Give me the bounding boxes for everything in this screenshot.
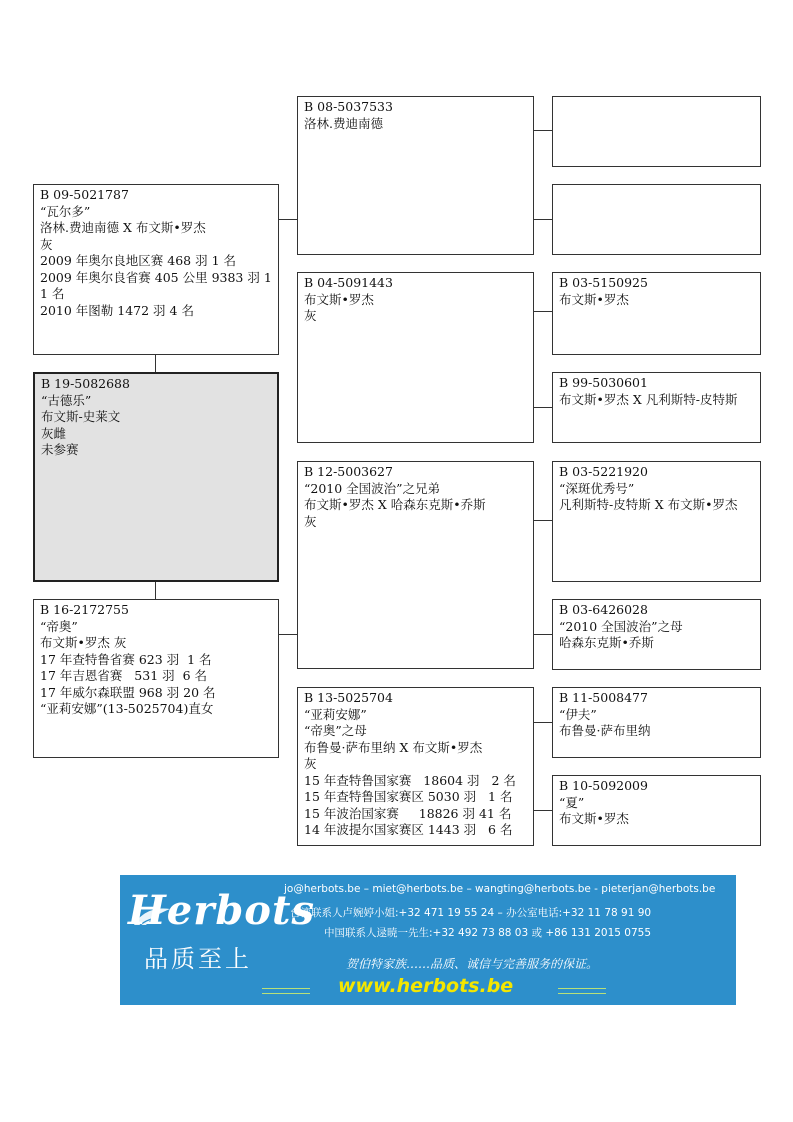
pedigree-line: 洛林.费迪南德: [304, 115, 383, 131]
subject-note: 未参赛: [41, 442, 79, 457]
subject-color: 灰雌: [41, 425, 67, 441]
connector-subject-sire: [155, 355, 156, 372]
pedigree-line: “帝奥”: [40, 618, 78, 634]
connector-gen4-6: [534, 634, 552, 635]
contact-china: 中国联系人逯暁一先生:+32 492 73 88 03 或 +86 131 2015 0755: [324, 927, 652, 939]
pedigree-line: 15 年波治国家赛 18826 羽 41 名: [304, 805, 512, 821]
pedigree-line: “深斑优秀号”: [559, 480, 635, 496]
pedigree-line: 灰: [304, 308, 317, 323]
pedigree-line: 布文斯•罗杰: [559, 811, 629, 826]
subject-pairing: 布文斯-史莱文: [41, 409, 121, 424]
dam-sire-box: [297, 461, 534, 669]
pedigree-line: 布文斯•罗杰 灰: [40, 635, 127, 650]
contact-emails[interactable]: jo@herbots.be – miet@herbots.be – wangting@herbots.be - pieterjan@herbots.be: [284, 883, 716, 895]
pedigree-line: 布鲁曼·萨布里纳: [559, 723, 651, 738]
connector-gen4-4: [534, 407, 552, 408]
pedigree-line: 布文斯•罗杰 X 哈森东克斯•乔斯: [304, 497, 486, 512]
pedigree-line: 灰: [304, 756, 317, 771]
ring-number: B 16-2172755: [40, 602, 129, 617]
pedigree-line: 17 年吉恩省赛 531 羽 6 名: [40, 668, 208, 683]
pedigree-line: 2010 年图勒 1472 羽 4 名: [40, 302, 194, 318]
pedigree-line: 15 年查特鲁国家赛 18604 羽 2 名: [304, 772, 516, 788]
ggp-box-4: [552, 372, 761, 443]
connector-gen4-3: [534, 311, 552, 312]
herbots-banner: [120, 875, 736, 1005]
ring-number: B 11-5008477: [559, 690, 648, 705]
ggp-box-7: [552, 687, 761, 758]
ggp-box-2: [552, 184, 761, 255]
website-link[interactable]: www.herbots.be: [338, 975, 514, 997]
pedigree-line: “亚莉安娜”(13-5025704)直女: [40, 701, 214, 716]
pedigree-line: “2010 全国波治”之母: [559, 618, 683, 634]
pedigree-line: 灰: [40, 236, 53, 252]
pedigree-line: 14 年波提尔国家赛区 1443 羽 6 名: [304, 822, 513, 837]
subject-ring: B 19-5082688: [41, 376, 130, 391]
sire-sire-box: [297, 96, 534, 255]
banner-slogan: 贺伯特家族……品质、诚信与完善服务的保证。: [346, 957, 599, 971]
dam-box: [33, 599, 279, 758]
pedigree-line: “亚莉安娜”: [304, 706, 367, 722]
connector-gen4-2: [534, 219, 552, 220]
ring-number: B 10-5092009: [559, 778, 648, 793]
pedigree-line: “伊夫”: [559, 706, 597, 722]
pedigree-line: 布文斯•罗杰 X 凡利斯特-皮特斯: [559, 391, 738, 407]
ring-number: B 03-5150925: [559, 275, 648, 290]
pedigree-line: 2009 年奥尔良地区赛 468 羽 1 名: [40, 253, 236, 268]
connector-gen4-7: [534, 722, 552, 723]
pedigree-line: 凡利斯特-皮特斯 X 布文斯•罗杰: [559, 497, 738, 512]
connector-gen4-8: [534, 810, 552, 811]
ring-number: B 12-5003627: [304, 464, 393, 479]
ggp-box-6: [552, 599, 761, 670]
dam-dam-box: [297, 687, 534, 846]
ring-number: B 99-5030601: [559, 375, 648, 390]
pedigree-line: 灰: [304, 513, 317, 529]
ggp-box-8: [552, 775, 761, 846]
connector-gen4-5: [534, 520, 552, 521]
pedigree-line: “夏”: [559, 794, 585, 810]
decorative-rule-left: [262, 988, 310, 994]
connector-dam-dam: [279, 634, 297, 635]
pedigree-line: 17 年查特鲁省赛 623 羽 1 名: [40, 651, 212, 667]
herbots-logo: Herbots: [128, 887, 315, 934]
ring-number: B 13-5025704: [304, 690, 393, 705]
pedigree-line: 17 年威尔森联盟 968 羽 20 名: [40, 684, 216, 700]
pedigree-line: 布鲁曼·萨布里纳 X 布文斯•罗杰: [304, 739, 483, 755]
pedigree-line: 哈森东克斯•乔斯: [559, 635, 654, 650]
pedigree-line: “瓦尔多”: [40, 203, 91, 219]
pedigree-line: 布文斯•罗杰: [559, 291, 629, 307]
subject-name: “古德乐”: [41, 392, 92, 408]
connector-gen4-1: [534, 130, 552, 131]
ring-number: B 03-5221920: [559, 464, 648, 479]
subject-box: [33, 372, 279, 582]
ring-number: B 09-5021787: [40, 187, 129, 202]
ggp-box-3: [552, 272, 761, 355]
pedigree-line: “2010 全国波治”之兄弟: [304, 480, 441, 496]
pedigree-line: 布文斯•罗杰: [304, 291, 374, 307]
pedigree-line: 洛林.费迪南德 X 布文斯•罗杰: [40, 220, 206, 235]
connector-subject-dam: [155, 582, 156, 599]
ring-number: B 03-6426028: [559, 602, 648, 617]
decorative-rule-right: [558, 988, 606, 994]
ring-number: B 04-5091443: [304, 275, 393, 290]
ggp-box-1: [552, 96, 761, 167]
sire-box: [33, 184, 279, 355]
pedigree-line: “帝奥”之母: [304, 723, 367, 738]
ring-number: B 08-5037533: [304, 99, 393, 114]
connector-sire-sire: [279, 219, 297, 220]
ggp-box-5: [552, 461, 761, 582]
pedigree-line: 15 年查特鲁国家赛区 5030 羽 1 名: [304, 789, 513, 804]
banner-tagline: 品质至上: [144, 945, 252, 973]
pedigree-line: 2009 年奥尔良省赛 405 公里 9383 羽 11 名: [40, 269, 272, 301]
sire-dam-box: [297, 272, 534, 443]
contact-taiwan: 台湾联系人卢婉婷小姐:+32 471 19 55 24 – 办公室电话:+32 11 78 91 90: [290, 907, 652, 919]
